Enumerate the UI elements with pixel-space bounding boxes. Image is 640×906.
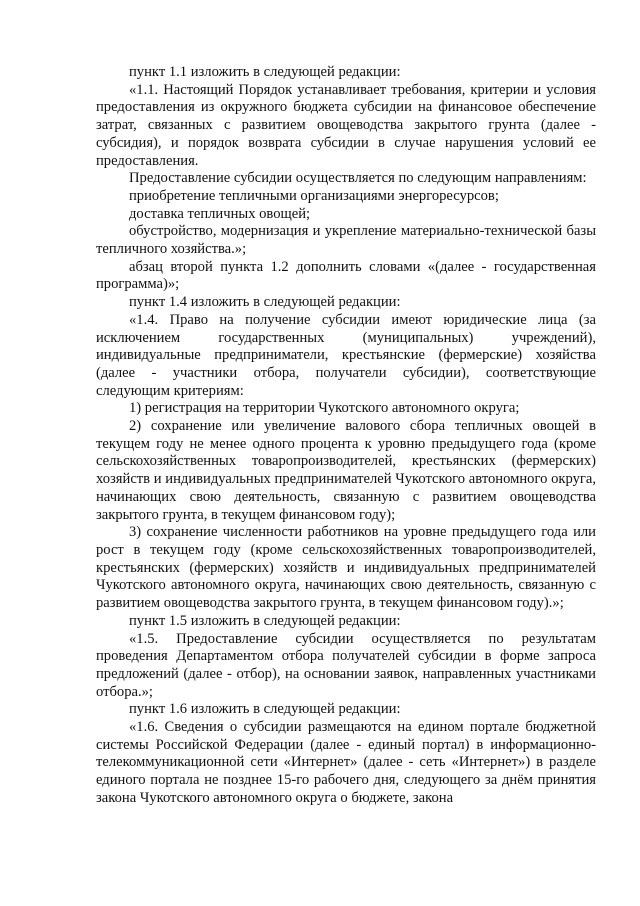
paragraph-10: 1) регистрация на территории Чукотского автономного округа;: [129, 400, 520, 417]
paragraph-4: приобретение тепличными организациями энергоресурсов;: [129, 187, 499, 204]
paragraph-13: пункт 1.5 изложить в следующей редакции:: [129, 612, 401, 629]
paragraph-6: обустройство, модернизация и укрепление материально-технической базы тепличного хозяйства.»;: [96, 223, 596, 258]
paragraph-9: «1.4. Право на получение субсидии имеют юридические лица (за исключением государственных (муниципальных) учреждений), индивидуальные предприниматели, крестьянские (фермерские) хозяйства (далее - участники отбора, получатели субсидии), соответствующие следующим критериям:: [96, 311, 596, 399]
paragraph-2: «1.1. Настоящий Порядок устанавливает требования, критерии и условия предоставления из окружного бюджета субсидии на финансовое обеспечение затрат, связанных с развитием овощеводства закрытого грунта (далее - субсидия), и порядок возврата субсидии в случае нарушения условий ее предоставления.: [96, 81, 596, 169]
document-page: [96, 64, 596, 808]
paragraph-15: пункт 1.6 изложить в следующей редакции:: [129, 701, 401, 718]
paragraph-12: 3) сохранение численности работников на уровне предыдущего года или рост в текущем году (кроме сельскохозяйственных товаропроизводителей, крестьянских (фермерских) хозяйств и индивидуальных предпринимателей Чукотского автономного округа, начинающих свою деятельность, связанную с развитием овощеводства закрытого грунта, в текущем финансовом году).»;: [96, 524, 596, 612]
paragraph-5: доставка тепличных овощей;: [129, 205, 311, 222]
paragraph-1: пункт 1.1 изложить в следующей редакции:: [129, 64, 401, 80]
paragraph-8: пункт 1.4 изложить в следующей редакции:: [129, 294, 401, 311]
paragraph-16: «1.6. Сведения о субсидии размещаются на едином портале бюджетной системы Российской Федерации (далее - единый портал) в информационно-телекоммуникационной сети «Интернет» (далее - сеть «Интернет») в разделе единого портала не позднее 15-го рабочего дня, следующего за днём принятия закона Чукотского автономного округа о бюджете, закона: [96, 719, 596, 806]
paragraph-14: «1.5. Предоставление субсидии осуществляется по результатам проведения Департаментом отбора получателей субсидии в форме запроса предложений (далее - отбор), на основании заявок, направленных участниками отбора.»;: [96, 630, 596, 700]
paragraph-3: Предоставление субсидии осуществляется по следующим направлениям:: [129, 170, 587, 187]
paragraph-7: абзац второй пункта 1.2 дополнить словами «(далее - государственная программа)»;: [96, 258, 596, 293]
paragraph-11: 2) сохранение или увеличение валового сбора тепличных овощей в текущем году не менее одного процента к уровню предыдущего года (кроме сельскохозяйственных товаропроизводителей, крестьянских (фермерских) хозяйств и индивидуальных предпринимателей Чукотского автономного округа, начинающих свою деятельность, связанную с развитием овощеводства закрытого грунта, в текущем финансовом году);: [96, 418, 596, 523]
